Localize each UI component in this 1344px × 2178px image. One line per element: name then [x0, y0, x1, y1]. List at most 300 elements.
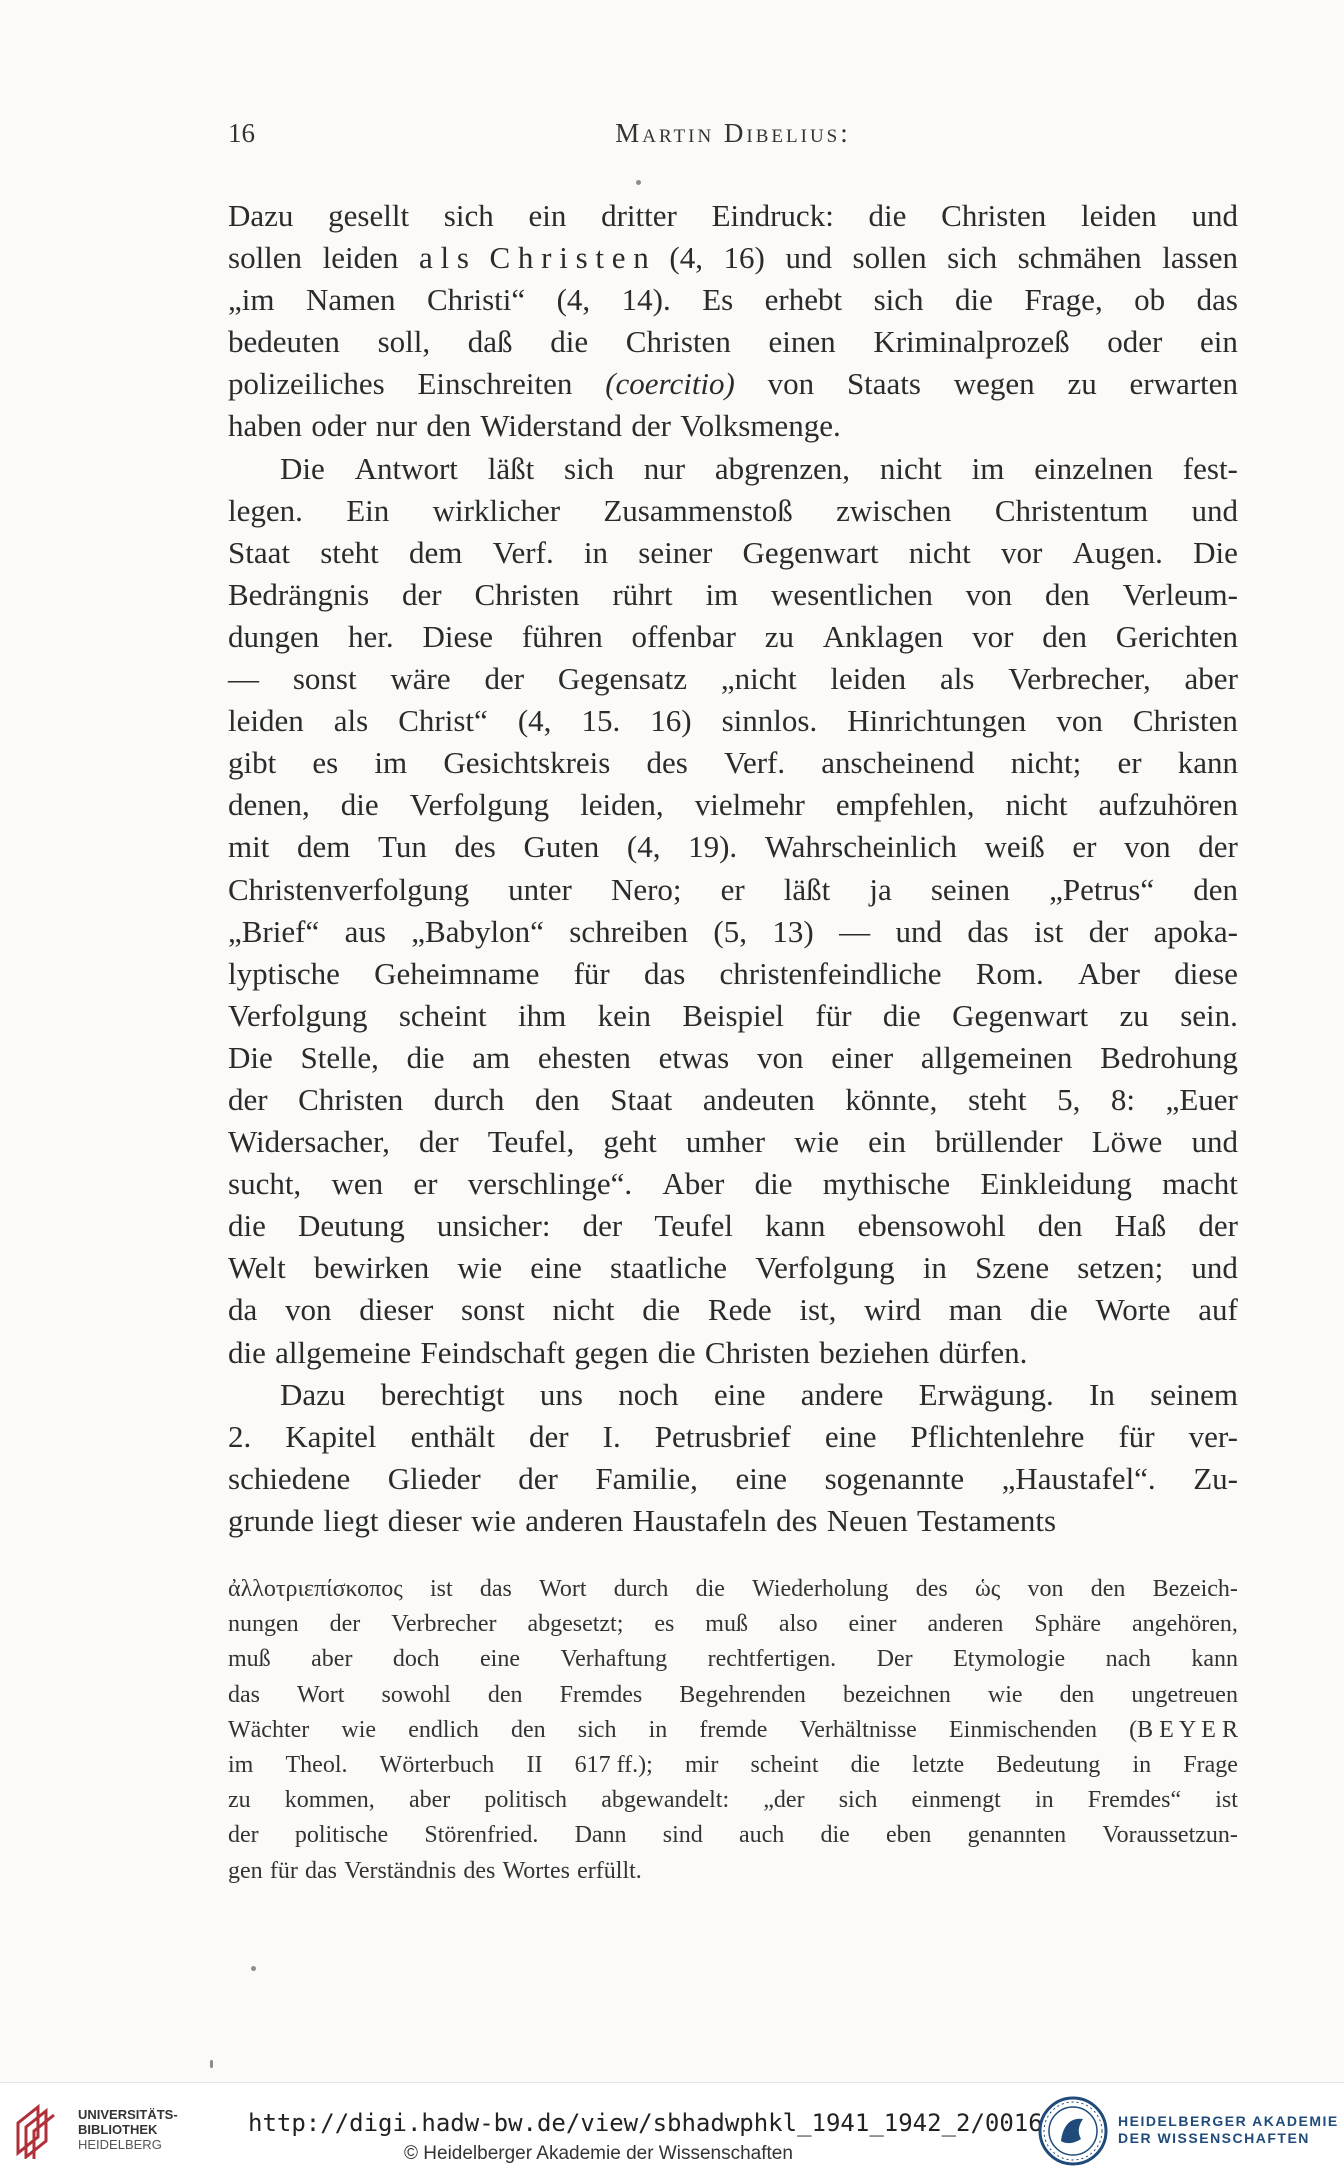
text-line: [228, 1247, 1238, 1289]
word: aufzuhören: [1098, 787, 1238, 823]
word: er: [413, 1166, 438, 1202]
word: berechtigt: [380, 1376, 505, 1412]
word: gibt: [228, 745, 277, 781]
word: des: [454, 829, 496, 865]
word: sollen: [852, 240, 927, 276]
word: vor: [1000, 534, 1043, 570]
word: gesellt: [328, 198, 410, 233]
text-line: [228, 700, 1238, 742]
word: der: [631, 408, 671, 444]
word: Sphäre: [1034, 1611, 1102, 1638]
word: soll,: [377, 324, 431, 360]
text-line: [228, 363, 1238, 405]
word: Zusammenstoß: [603, 492, 793, 528]
word: Wörterbuch: [379, 1751, 495, 1778]
text-line: [228, 490, 1238, 532]
word: des: [646, 745, 688, 781]
word: abgrenzen,: [714, 450, 851, 486]
word: die: [550, 324, 589, 360]
word: die: [406, 1039, 445, 1075]
word: Staat: [228, 534, 290, 570]
library-logo-icon: [12, 2101, 70, 2159]
word: denen,: [228, 787, 310, 823]
word: steht: [320, 534, 379, 570]
word: her.: [348, 618, 394, 654]
word: rechtfertigen.: [707, 1646, 837, 1673]
footnote: [228, 1572, 1238, 1889]
paragraph: [228, 448, 1238, 1374]
word: wie: [457, 1250, 503, 1286]
word: Christen: [1132, 703, 1238, 739]
word: 2.: [228, 1418, 252, 1454]
word: 15.: [581, 703, 621, 739]
word: Gesichtskreis: [443, 745, 611, 781]
word: bewirken: [313, 1250, 430, 1286]
text-line: [228, 279, 1238, 321]
text-line: [228, 195, 1238, 237]
word: leiden: [1080, 198, 1157, 233]
word: erwarten: [1129, 366, 1238, 402]
word: polizeiliches: [228, 366, 385, 402]
word: den: [534, 1081, 580, 1117]
word: auch: [738, 1822, 785, 1849]
word: Staats: [846, 366, 921, 402]
copyright-notice: © Heidelberger Akademie der Wissenschaften: [404, 2143, 793, 2164]
word: eine: [735, 1460, 788, 1496]
word: wird: [864, 1292, 921, 1328]
permalink-url[interactable]: http://digi.hadw-bw.de/view/sbhadwphkl_1941_1942_2/0016: [248, 2109, 1043, 2137]
word: sinnlos.: [721, 703, 818, 739]
word: wie: [794, 1124, 840, 1160]
word: In: [1089, 1376, 1115, 1412]
word: dürfen.: [938, 1334, 1028, 1370]
word: Verfolgung: [228, 997, 368, 1033]
word: der: [1088, 913, 1129, 949]
word: Erwägung.: [918, 1376, 1054, 1412]
text-line: [228, 742, 1238, 784]
word: den: [1037, 1208, 1083, 1244]
word: mit: [228, 829, 270, 865]
footnote-line: [228, 1748, 1238, 1783]
word: Gegensatz: [557, 661, 687, 697]
word: sich: [577, 1716, 617, 1743]
word: von: [1027, 1576, 1064, 1602]
word: durch: [613, 1576, 669, 1602]
word: Es: [702, 282, 734, 318]
word: muß: [705, 1611, 748, 1638]
word: das: [967, 913, 1009, 949]
word: haben: [228, 408, 303, 444]
word: daß: [467, 324, 513, 360]
word: den: [511, 1716, 546, 1743]
word: ein: [868, 1124, 907, 1160]
word: einmengt: [911, 1787, 1001, 1814]
word: im: [971, 450, 1005, 486]
word: da: [228, 1292, 258, 1328]
word: Guten: [523, 829, 600, 865]
word: vielmehr: [694, 787, 805, 823]
word: oder: [311, 408, 367, 444]
word: nicht: [1005, 787, 1068, 823]
word: weiß: [984, 829, 1045, 865]
word: Fremdes: [559, 1681, 643, 1708]
word: die: [955, 282, 993, 318]
word: „Babylon“: [411, 913, 544, 949]
word: ist: [429, 1576, 453, 1602]
word: schiedene: [228, 1460, 351, 1496]
word: kann: [765, 1208, 826, 1244]
word: —: [228, 661, 259, 697]
word: eine: [713, 1376, 766, 1412]
word: die: [228, 1334, 266, 1370]
word: doch: [392, 1646, 440, 1673]
word: 14).: [621, 282, 671, 318]
word: für: [269, 1857, 298, 1884]
word: kann: [1191, 1646, 1238, 1673]
word: von: [285, 1292, 332, 1328]
word: Wortes: [502, 1857, 570, 1884]
word: Haustafeln: [632, 1502, 767, 1538]
word: nur: [643, 450, 686, 486]
word: führen: [521, 618, 603, 654]
word: nicht: [879, 450, 942, 486]
word: Verfolgung: [409, 787, 550, 823]
word: mir: [685, 1751, 719, 1778]
word: Verständnis: [344, 1857, 457, 1884]
word: ihm: [518, 997, 567, 1033]
text-line: [228, 532, 1238, 574]
word: Einschreiten: [417, 366, 573, 402]
word: die: [228, 1208, 266, 1244]
word: brüllender: [935, 1124, 1063, 1160]
word: 617 ff.);: [574, 1751, 653, 1778]
word: nach: [1105, 1646, 1151, 1673]
word: setzen;: [1077, 1250, 1164, 1286]
word: Kapitel: [285, 1418, 377, 1454]
word: von: [1124, 829, 1171, 865]
text-line: [228, 448, 1238, 490]
word: Worte: [1095, 1292, 1171, 1328]
word: verschlinge“.: [467, 1166, 633, 1202]
word: genannten: [967, 1822, 1067, 1849]
word: staatliche: [610, 1250, 728, 1286]
word: Verfolgung: [755, 1250, 895, 1286]
word: Stelle,: [300, 1039, 379, 1075]
word: „der: [763, 1787, 805, 1814]
word: den: [1090, 1576, 1126, 1602]
word: Wort: [539, 1576, 587, 1602]
word: das: [1196, 282, 1238, 318]
word: zu: [1067, 366, 1097, 402]
word: ebensowohl: [857, 1208, 1006, 1244]
word: andere: [800, 1376, 884, 1412]
word: bedeuten: [228, 324, 340, 360]
word: Haß: [1114, 1208, 1167, 1244]
word: C h r i s t e n: [489, 240, 649, 276]
word: Kriminalprozeß: [873, 324, 1070, 360]
word: Bezeich-: [1152, 1576, 1238, 1602]
word: unsicher:: [436, 1208, 551, 1244]
word: legen.: [228, 492, 303, 528]
word: Dazu: [228, 198, 294, 233]
word: Verf.: [492, 534, 554, 570]
word: ist: [1034, 913, 1064, 949]
word: das: [479, 1576, 512, 1602]
word: es: [654, 1611, 675, 1638]
word: fremde: [699, 1716, 768, 1743]
word: der: [329, 1611, 361, 1638]
word: dieser: [387, 1502, 462, 1538]
word: bezeichnen: [842, 1681, 951, 1708]
word: (4,: [517, 703, 552, 739]
word: anderen: [927, 1611, 1004, 1638]
word: Begehrenden: [679, 1681, 806, 1708]
word: dungen: [228, 618, 320, 654]
word: Aber: [1078, 955, 1140, 991]
word: Pflichtenlehre: [910, 1418, 1085, 1454]
word: leiden: [322, 240, 399, 276]
word: „im: [228, 282, 275, 318]
word: Christi“: [426, 282, 526, 318]
word: die: [1029, 1292, 1068, 1328]
word: Zu-: [1193, 1460, 1238, 1496]
text-line: [228, 995, 1238, 1037]
text-line: [228, 405, 1238, 447]
footnote-line: [228, 1607, 1238, 1642]
word: auf: [1198, 1292, 1238, 1328]
word: eine: [824, 1418, 877, 1454]
word: von: [1056, 703, 1103, 739]
word: durch: [433, 1081, 505, 1117]
word: die: [695, 1576, 725, 1602]
word: Wort: [297, 1681, 345, 1708]
word: ἀλλοτριεπίσκοπος: [228, 1576, 403, 1602]
word: Dazu: [280, 1376, 346, 1412]
word: Petrusbrief: [654, 1418, 791, 1454]
word: grunde: [228, 1502, 315, 1538]
paragraph: [228, 1374, 1238, 1542]
word: kommen,: [284, 1787, 375, 1814]
word: leiden: [830, 661, 907, 697]
word: sonst: [461, 1292, 525, 1328]
word: des: [776, 1502, 818, 1538]
word: den: [487, 1681, 523, 1708]
word: a l s: [418, 240, 469, 276]
word: lyptische: [228, 955, 340, 991]
word: ein: [1200, 324, 1238, 360]
word: Gegenwart: [742, 534, 879, 570]
word: (B E Y E R: [1129, 1716, 1238, 1743]
word: oder: [1107, 324, 1163, 360]
word: politische: [294, 1822, 389, 1849]
word: und: [1191, 1250, 1238, 1286]
word: Christen: [704, 1334, 810, 1370]
word: in: [1034, 1787, 1054, 1814]
word: läßt: [783, 871, 831, 907]
word: das: [305, 1857, 338, 1884]
word: Der: [876, 1646, 913, 1673]
word: eben: [886, 1822, 932, 1849]
word: leiden: [228, 703, 304, 739]
word: lassen: [1162, 240, 1238, 276]
word: aus: [344, 913, 386, 949]
word: sich: [873, 282, 924, 318]
word: anscheinend: [821, 745, 975, 781]
word: Verhältnisse: [799, 1716, 917, 1743]
word: gegen: [574, 1334, 649, 1370]
word: Antwort: [354, 450, 458, 486]
scan-speck: [210, 2060, 213, 2068]
academy-name-line: DER WISSENSCHAFTEN: [1118, 2130, 1310, 2146]
word: des: [915, 1576, 948, 1602]
word: Widersacher,: [228, 1124, 390, 1160]
text-line: [228, 1205, 1238, 1247]
word: den: [1044, 576, 1090, 612]
word: Neuen: [826, 1502, 908, 1538]
word: Rede: [707, 1292, 772, 1328]
word: dieser: [359, 1292, 434, 1328]
word: Nero;: [610, 871, 682, 907]
word: Christenverfolgung: [228, 871, 470, 907]
word: muß: [228, 1646, 271, 1673]
word: steht: [967, 1081, 1027, 1117]
word: ein: [528, 198, 567, 233]
word: (4,: [669, 240, 703, 276]
word: macht: [1162, 1166, 1238, 1202]
word: und: [1191, 1124, 1238, 1160]
word: einer: [848, 1611, 897, 1638]
word: wäre: [390, 661, 451, 697]
word: Verleum-: [1122, 576, 1238, 612]
word: Namen: [305, 282, 396, 318]
word: Welt: [228, 1250, 286, 1286]
word: ist: [1215, 1787, 1238, 1814]
word: ist,: [799, 1292, 837, 1328]
word: nicht: [552, 1292, 615, 1328]
academy-name: [1118, 2113, 1339, 2147]
text-line: [228, 616, 1238, 658]
word: dem: [296, 829, 351, 865]
word: ob: [1134, 282, 1166, 318]
paragraph: [228, 195, 1238, 448]
word: den: [426, 408, 472, 444]
word: Verbrecher: [391, 1611, 497, 1638]
word: nicht: [908, 534, 971, 570]
word: den: [1193, 871, 1238, 907]
word: Tun: [378, 829, 427, 865]
word: Volksmenge.: [680, 408, 841, 444]
word: rührt: [612, 576, 673, 612]
word: von: [756, 1039, 804, 1075]
scan-speck: [251, 1966, 256, 1971]
word: die: [657, 1334, 696, 1370]
word: liegt: [323, 1502, 379, 1538]
word: sonst: [292, 661, 357, 697]
word: (4,: [556, 282, 591, 318]
word: das: [228, 1681, 260, 1708]
word: Christen: [625, 324, 731, 360]
word: fest-: [1182, 450, 1238, 486]
word: es: [312, 745, 339, 781]
word: apoka-: [1153, 913, 1238, 949]
word: zu: [764, 618, 794, 654]
word: kein: [597, 997, 652, 1033]
word: Glieder: [387, 1460, 481, 1496]
word: in: [583, 534, 609, 570]
word: Geheimname: [374, 955, 540, 991]
word: Deutung: [297, 1208, 405, 1244]
word: wie: [341, 1716, 377, 1743]
word: christenfeindliche: [719, 955, 942, 991]
word: und: [1191, 198, 1238, 233]
word: gen: [228, 1857, 263, 1884]
word: schreiben: [569, 913, 689, 949]
word: I.: [602, 1418, 621, 1454]
word: die: [754, 1166, 793, 1202]
text-line: [228, 1121, 1238, 1163]
word: (5,: [713, 913, 747, 949]
word: die: [340, 787, 379, 823]
word: Theol.: [285, 1751, 348, 1778]
word: diese: [1174, 955, 1238, 991]
word: Die: [280, 450, 325, 486]
word: Christ“: [398, 703, 488, 739]
word: angehören,: [1131, 1611, 1238, 1638]
word: den: [1042, 618, 1087, 654]
word: des: [463, 1857, 496, 1884]
word: Christentum: [994, 492, 1149, 528]
word: Voraussetzun-: [1102, 1822, 1238, 1849]
word: Löwe: [1091, 1124, 1163, 1160]
word: zu: [1119, 997, 1149, 1033]
word: wegen: [953, 366, 1035, 402]
word: unter: [508, 871, 572, 907]
word: für: [573, 955, 610, 991]
page-header: [228, 118, 1238, 158]
word: Verhaftung: [560, 1646, 668, 1673]
word: abgewandelt:: [601, 1787, 730, 1814]
word: er: [1117, 745, 1142, 781]
word: also: [778, 1611, 818, 1638]
word: Frage: [1183, 1751, 1238, 1778]
word: und: [785, 240, 832, 276]
word: 13): [772, 913, 814, 949]
word: sein.: [1180, 997, 1238, 1033]
word: wen: [331, 1166, 384, 1202]
academy-name-line: HEIDELBERGER AKADEMIE: [1118, 2113, 1339, 2129]
word: für: [815, 997, 852, 1033]
word: sich: [443, 198, 494, 233]
word: Die: [1193, 534, 1238, 570]
word: Teufel: [654, 1208, 734, 1244]
word: Wächter: [228, 1716, 310, 1743]
word: „nicht: [720, 661, 797, 697]
word: und: [1191, 492, 1238, 528]
word: Staat: [610, 1081, 673, 1117]
word: Rom.: [975, 955, 1044, 991]
text-line: [228, 826, 1238, 868]
word: etwas: [658, 1039, 730, 1075]
word: Feindschaft: [420, 1334, 566, 1370]
word: 8:: [1110, 1081, 1136, 1117]
word: ver-: [1188, 1418, 1238, 1454]
word: wie: [471, 1502, 516, 1538]
word: Bedrängnis: [228, 576, 370, 612]
word: 5,: [1057, 1081, 1081, 1117]
word: II: [526, 1751, 543, 1778]
page-number: 16: [228, 118, 255, 148]
text-line: [228, 321, 1238, 363]
